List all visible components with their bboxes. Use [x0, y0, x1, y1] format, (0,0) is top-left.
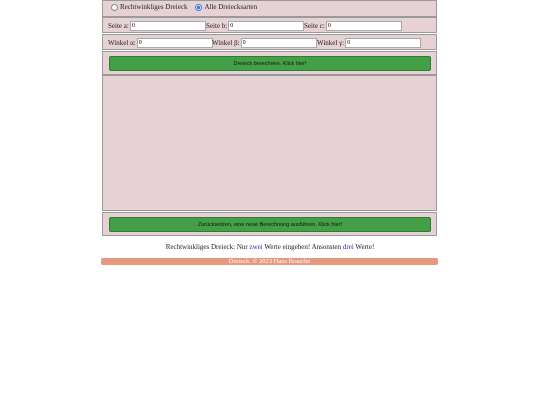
triangle-type-options — [111, 3, 263, 11]
side-c-field — [304, 21, 402, 31]
side-b-input[interactable] — [228, 21, 304, 31]
side-c-label: Seite c: — [304, 22, 325, 30]
side-c-input[interactable] — [326, 21, 402, 31]
footer: Dreieck. © 2023 Hans Brauche — [101, 258, 438, 265]
angle-beta-field — [212, 38, 317, 48]
angles-row — [102, 34, 437, 50]
side-b-label: Seite b: — [206, 22, 228, 30]
right-triangle-radio[interactable] — [111, 4, 118, 11]
side-a-label: Seite a: — [108, 22, 129, 30]
info-part-1: Rechtwinkliges Dreieck: Nur — [165, 243, 250, 251]
angle-beta-label: Winkel β: — [212, 39, 240, 47]
reset-button[interactable]: Zurücksetzen, eine neue Berechnung ausführen. Klick hier! — [109, 217, 431, 232]
angle-beta-input[interactable] — [241, 38, 317, 48]
side-a-field — [108, 21, 206, 31]
angle-alpha-field — [108, 38, 213, 48]
info-part-3: Werte! — [353, 243, 375, 251]
reset-row — [102, 212, 437, 236]
all-triangles-label[interactable]: Alle Dreiecksarten — [204, 3, 258, 11]
info-link-three[interactable]: drei — [342, 243, 354, 251]
angle-gamma-field — [317, 38, 421, 48]
info-part-2: Werte eingeben! Ansonsten — [262, 243, 343, 251]
info-link-two[interactable]: zwei — [249, 243, 263, 251]
info-text — [0, 243, 540, 251]
side-b-field — [206, 21, 304, 31]
right-triangle-label[interactable]: Rechtwinkliges Dreieck — [120, 3, 188, 11]
triangle-type-row — [102, 0, 437, 17]
all-triangles-radio[interactable] — [195, 4, 202, 11]
angle-alpha-input[interactable] — [137, 38, 213, 48]
angle-gamma-input[interactable] — [345, 38, 421, 48]
triangle-canvas — [102, 75, 437, 211]
calculate-row — [102, 51, 437, 75]
side-a-input[interactable] — [130, 21, 206, 31]
calculate-button[interactable]: Dreieck berechnen. Klick hier! — [109, 56, 431, 71]
sides-row — [102, 17, 437, 33]
angle-gamma-label: Winkel γ: — [317, 39, 345, 47]
angle-alpha-label: Winkel α: — [108, 39, 136, 47]
